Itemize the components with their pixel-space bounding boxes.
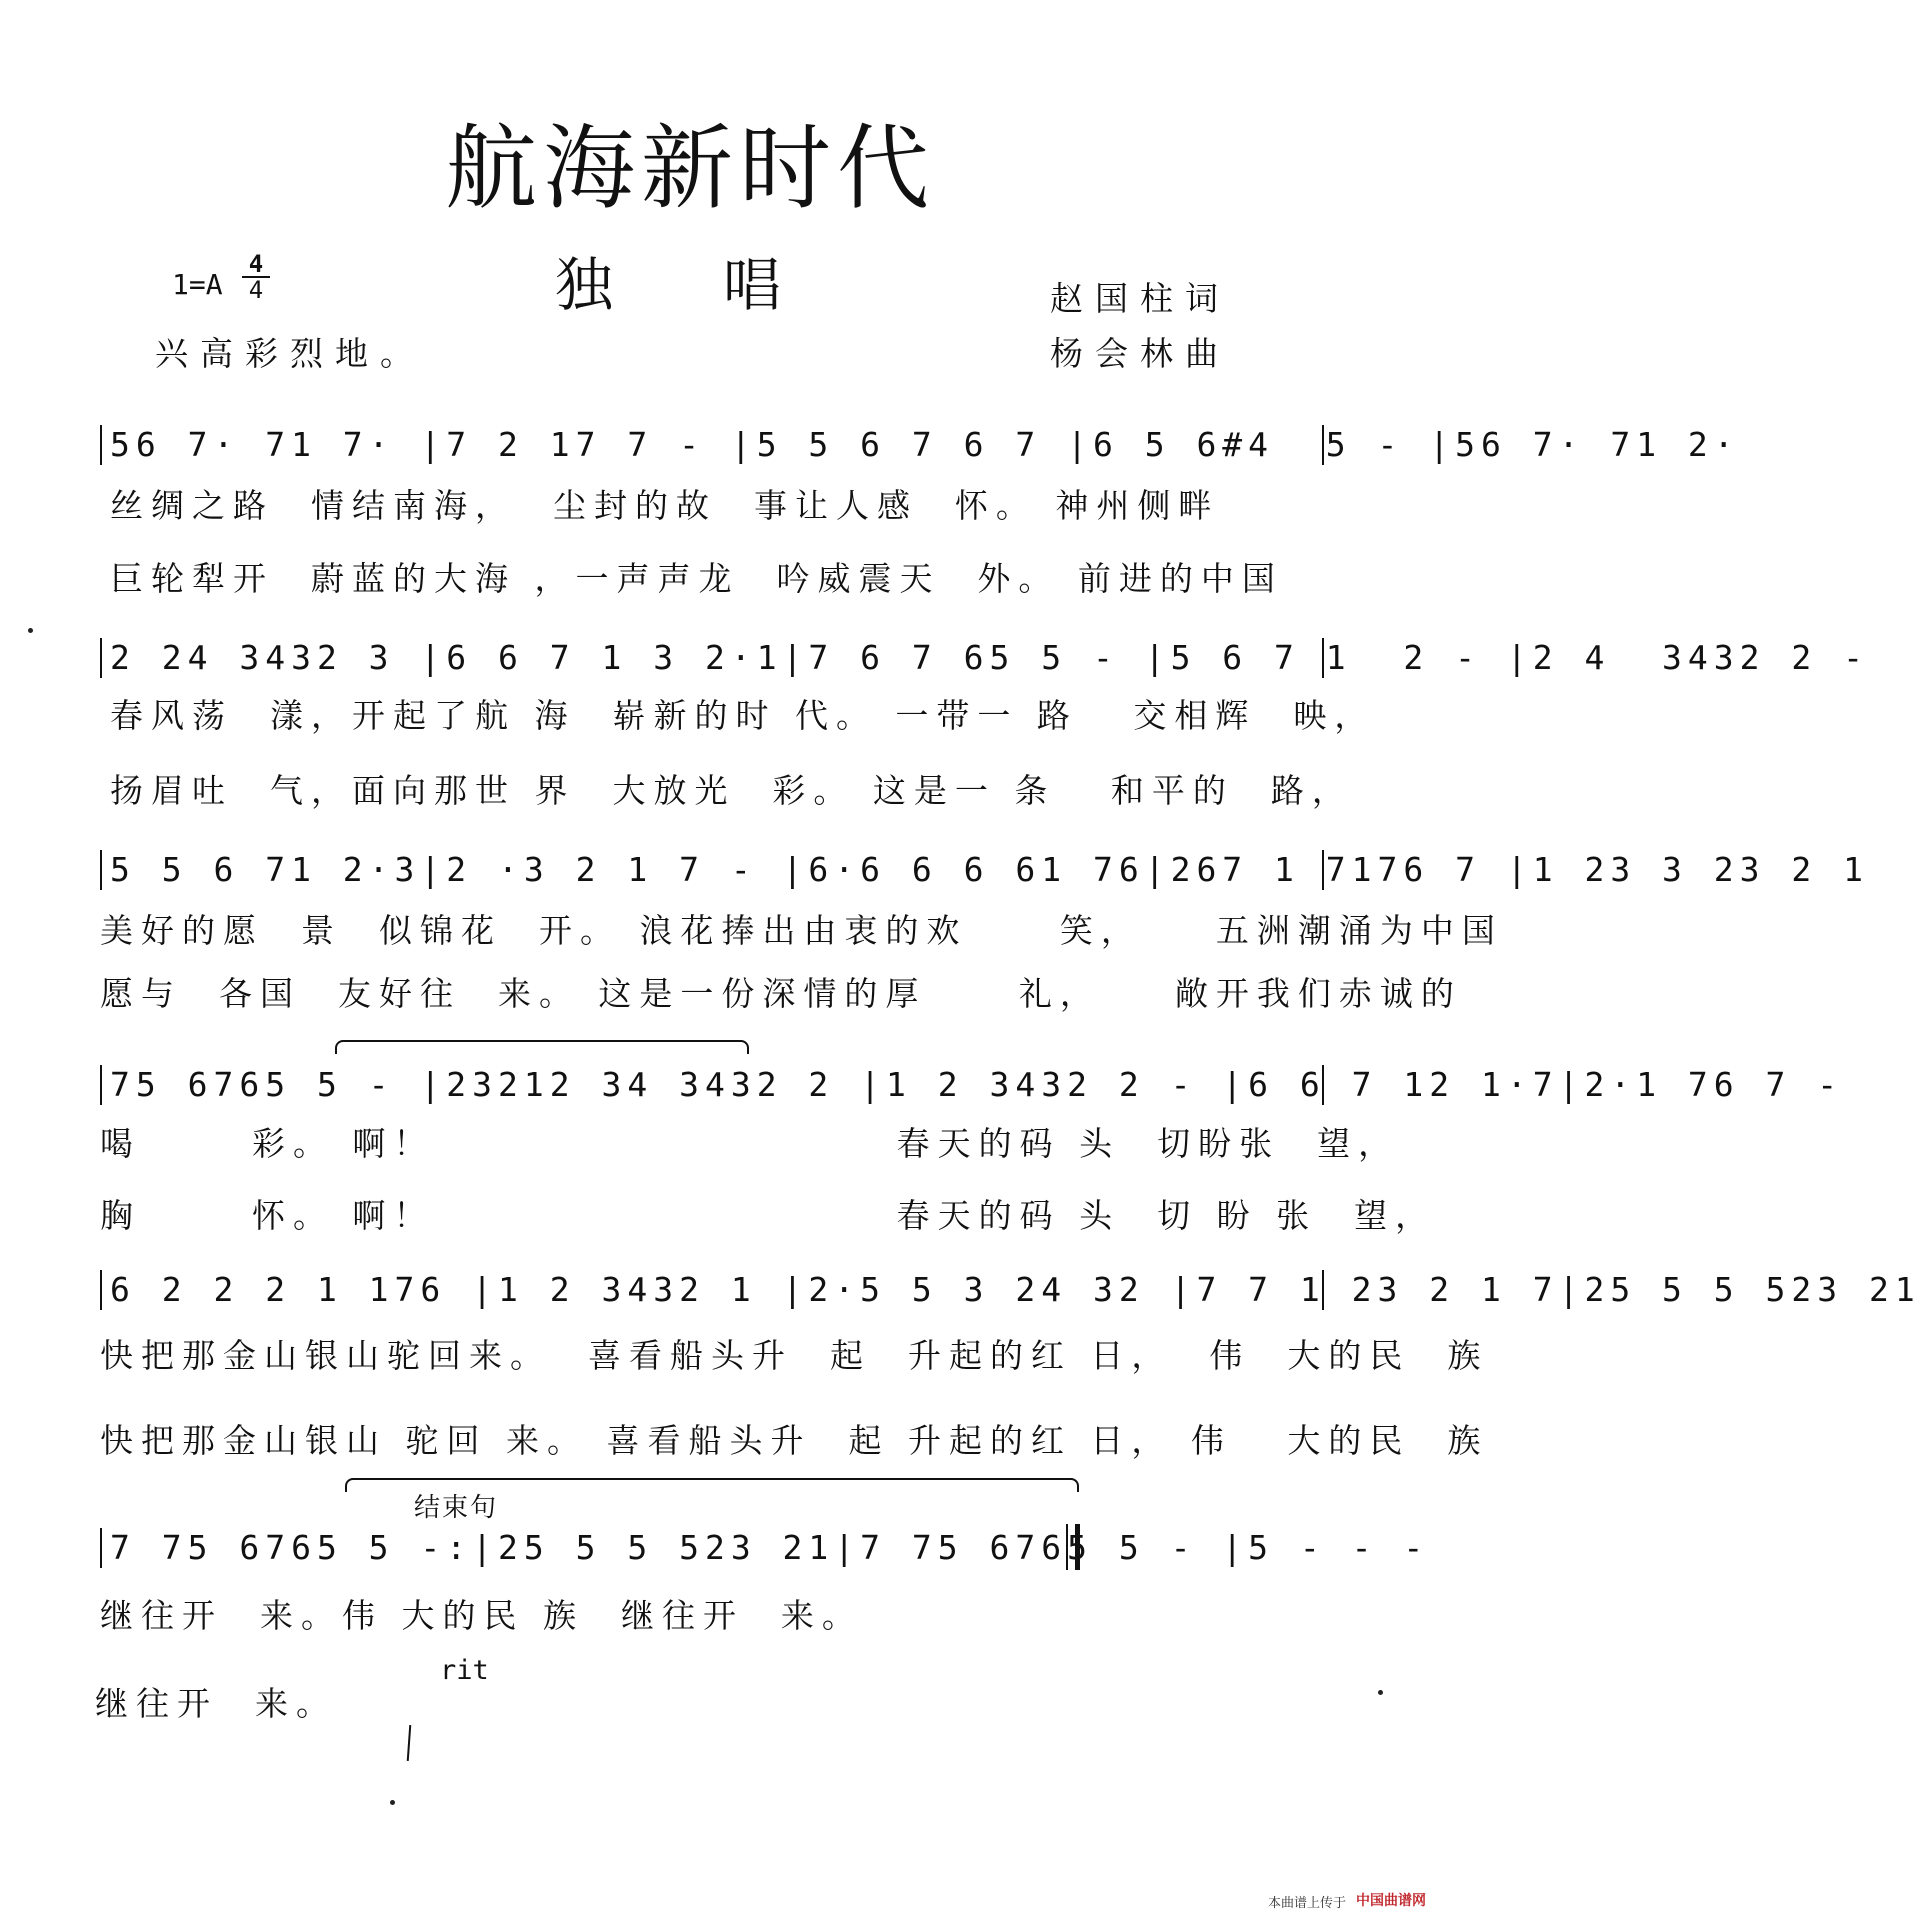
site-logo[interactable]: 中国曲谱网 bbox=[1356, 1893, 1426, 1909]
lyrics-verse-1: 丝绸之路 情结南海， 尘封的故 事让人感 怀。 神州侧畔 bbox=[110, 486, 1220, 525]
barline bbox=[100, 1270, 102, 1310]
scan-speck bbox=[1378, 1690, 1383, 1695]
scan-speck bbox=[28, 628, 33, 633]
lyrics-verse-1: 春风荡 漾，开起了航 海 崭新的时 代。 一带一 路 交相辉 映， bbox=[110, 696, 1376, 735]
lyrics-verse-2: 愿与 各国 友好往 来。 这是一份深情的厚 礼， 敞开我们赤诚的 bbox=[100, 974, 1462, 1013]
lyricist-credit: 赵国柱词 bbox=[1050, 279, 1230, 318]
performance-type: 独唱 bbox=[555, 251, 892, 319]
notation-line: 5 5 6 71 2·3|2 ·3 2 1 7 - |6·6 6 6 61 76|267 1 7176 7 |1 23 3 23 2 1 bbox=[110, 850, 1870, 889]
tempo-marking: 兴高彩烈地。 bbox=[155, 334, 425, 373]
composer-credit: 杨会林曲 bbox=[1050, 334, 1230, 373]
lyrics-verse-2: 继往开 来。 bbox=[95, 1684, 337, 1723]
notation-line: 2 24 3432 3 |6 6 7 1 3 2·1|7 6 7 65 5 - |5 6 7 1 2 - |2 4 3432 2 - bbox=[110, 638, 1870, 677]
notation-line: 6 2 2 2 1 176 |1 2 3432 1 |2·5 5 3 24 32 |7 7 1 23 2 1 7|25 5 5 523 21 bbox=[110, 1270, 1921, 1309]
song-title: 航海新时代 bbox=[445, 115, 936, 222]
lyrics-verse-1: 快把那金山银山驼回来。 喜看船头升 起 升起的红 日， 伟 大的民 族 bbox=[100, 1336, 1489, 1375]
notation-line: 7 75 6765 5 -:|25 5 5 523 21|7 75 6765 5 - |5 - - - bbox=[110, 1528, 1430, 1567]
scan-mark bbox=[407, 1725, 412, 1761]
lyrics-verse-2: 快把那金山银山 驼回 来。 喜看船头升 起 升起的红 日， 伟 大的民 族 bbox=[100, 1421, 1489, 1460]
barline bbox=[100, 1528, 102, 1568]
barline bbox=[100, 1065, 102, 1105]
notation-line: 75 6765 5 - |23212 34 3432 2 |1 2 3432 2 - |6 6 7 12 1·7|2·1 76 7 - bbox=[110, 1065, 1844, 1104]
lyrics-verse-2: 扬眉吐 气，面向那世 界 大放光 彩。 这是一 条 和平的 路， bbox=[110, 771, 1353, 810]
scan-speck bbox=[390, 1800, 395, 1805]
upload-note: 本曲谱上传于 bbox=[1268, 1896, 1347, 1911]
lyrics-verse-2: 胸 怀。 啊！ 春天的码 头 切 盼 张 望， bbox=[100, 1196, 1437, 1235]
key-signature: 1=A bbox=[172, 268, 223, 301]
notation-line: 56 7· 71 7· |7 2 17 7 - |5 5 6 7 6 7 |6 5 6#4 5 - |56 7· 71 2· bbox=[110, 425, 1740, 464]
ritardando-marking: rit bbox=[440, 1655, 489, 1686]
lyrics-verse-1: 继往开 来。伟 大的民 族 继往开 来。 bbox=[100, 1596, 863, 1635]
barline bbox=[100, 850, 102, 890]
lyrics-verse-1: 喝 彩。 啊！ 春天的码 头 切盼张 望， bbox=[100, 1124, 1400, 1163]
ending-phrase-label: 结束句 bbox=[410, 1487, 502, 1524]
lyrics-verse-1: 美好的愿 景 似锦花 开。 浪花捧出由衷的欢 笑， 五洲潮涌为中国 bbox=[100, 911, 1503, 950]
lyrics-verse-2: 巨轮犁开 蔚蓝的大海 ，一声声龙 吟威震天 外。 前进的中国 bbox=[110, 559, 1283, 598]
time-signature: 4 4 bbox=[242, 252, 270, 302]
barline bbox=[100, 425, 102, 465]
barline bbox=[100, 638, 102, 678]
slur-mark bbox=[335, 1040, 749, 1054]
